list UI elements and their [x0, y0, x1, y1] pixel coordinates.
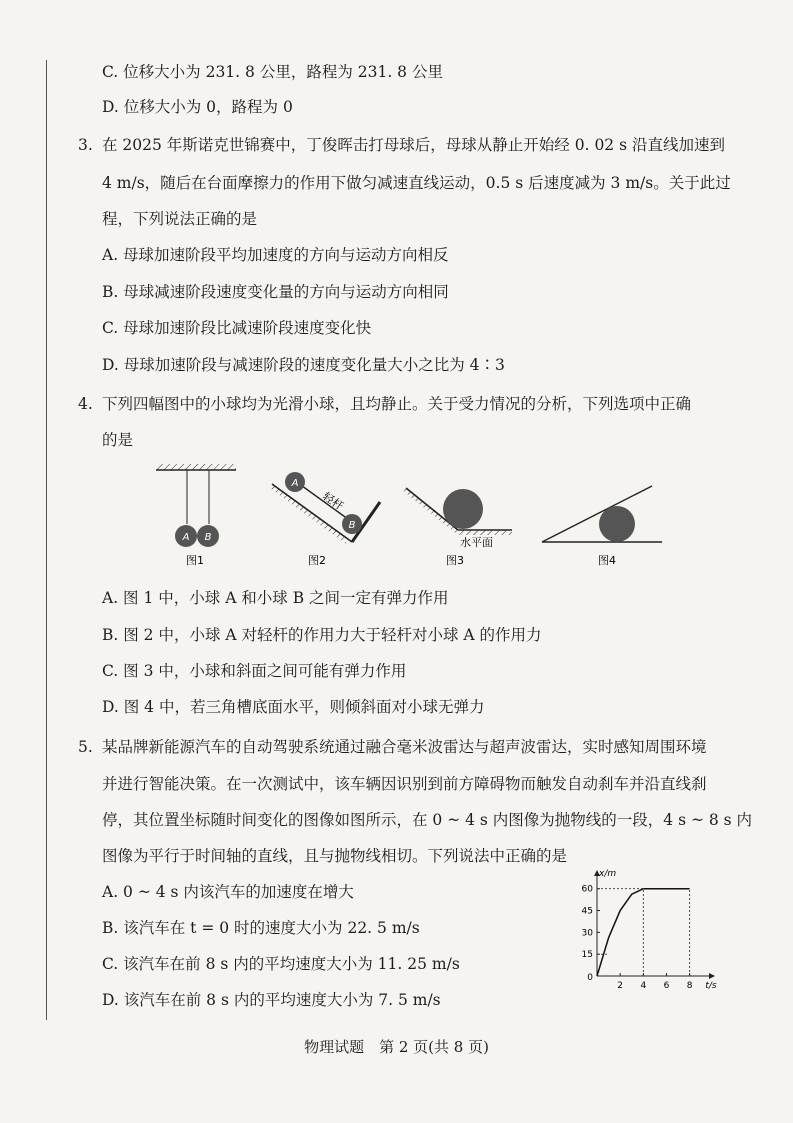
ground-hatch [458, 530, 512, 535]
q5-option-c: C. 该汽车在前 8 s 内的平均速度大小为 11. 25 m/s [102, 955, 460, 973]
q4-number: 4. [78, 395, 93, 413]
ball-b-label: B [204, 532, 212, 543]
q5-number: 5. [78, 738, 93, 756]
q4-option-c: C. 图 3 中，小球和斜面之间可能有弹力作用 [102, 662, 407, 680]
q5-stem-4: 图像为平行于时间轴的直线，且与抛物线相切。下列说法中正确的是 [102, 847, 568, 865]
q2-option-d: D. 位移大小为 0，路程为 0 [102, 98, 293, 116]
x-axis-label: t/s [705, 981, 717, 991]
q3-stem-1: 在 2025 年斯诺克世锦赛中，丁俊晖击打母球后，母球从静止开始经 0. 02 s 沿直线加速到 [102, 136, 725, 154]
figure-2 [270, 472, 380, 567]
ceiling-hatch [156, 464, 236, 470]
series-parabola [597, 889, 643, 976]
fig2-caption: 图2 [308, 554, 326, 567]
q3-option-d: D. 母球加速阶段与减速阶段的速度变化量大小之比为 4∶3 [102, 356, 505, 374]
q2-option-c: C. 位移大小为 231. 8 公里，路程为 231. 8 公里 [102, 63, 443, 81]
page-footer: 物理试题 第 2 页(共 8 页) [304, 1038, 489, 1056]
q5-stem-3: 停，其位置坐标随时间变化的图像如图所示，在 0 ~ 4 s 内图像为抛物线的一段，4 s ~ 8 s 内 [102, 811, 753, 829]
y-tick-label: 60 [581, 884, 593, 895]
chart-labels [582, 869, 717, 991]
figure-1 [156, 464, 236, 567]
ball [443, 489, 483, 529]
figure-3 [402, 488, 512, 567]
q5-option-a: A. 0 ~ 4 s 内该汽车的加速度在增大 [102, 883, 354, 901]
q5-stem-1: 某品牌新能源汽车的自动驾驶系统通过融合毫米波雷达与超声波雷达，实时感知周围环境 [102, 738, 707, 756]
x-tick-label: 6 [663, 981, 670, 991]
q4-option-d: D. 图 4 中，若三角槽底面水平，则倾斜面对小球无弹力 [102, 698, 485, 716]
ball-a-label: A [182, 532, 190, 543]
y-axis-label: x/m [599, 869, 617, 879]
q3-option-a: A. 母球加速阶段平均加速度的方向与运动方向相反 [102, 246, 449, 264]
ball-a-label: A [291, 478, 299, 489]
q4-figures [140, 458, 680, 570]
x-axis-arrow [709, 973, 715, 979]
q3-option-b: B. 母球减速阶段速度变化量的方向与运动方向相同 [102, 283, 449, 301]
ground-label: 水平面 [460, 536, 493, 549]
q5-stem-2: 并进行智能决策。在一次测试中，该车辆因识别到前方障碍物而触发自动刹车并沿直线刹 [102, 775, 707, 793]
fig1-caption: 图1 [186, 554, 204, 567]
figure-4 [542, 486, 662, 567]
q5-option-b: B. 该汽车在 t = 0 时的速度大小为 22. 5 m/s [102, 919, 420, 937]
x-tick-label: 8 [686, 981, 693, 991]
groove-slope [542, 486, 652, 542]
q4-stem-2: 的是 [102, 431, 134, 449]
y-tick-label: 45 [581, 906, 593, 917]
q3-stem-3: 程，下列说法正确的是 [102, 210, 258, 228]
rod-label: 轻杆 [320, 489, 346, 514]
q5-option-d: D. 该汽车在前 8 s 内的平均速度大小为 7. 5 m/s [102, 991, 441, 1009]
ball-b-label: B [348, 520, 356, 531]
origin-label: 0 [587, 973, 593, 983]
q4-option-a: A. 图 1 中，小球 A 和小球 B 之间一定有弹力作用 [102, 589, 449, 607]
q4-stem-1: 下列四幅图中的小球均为光滑小球，且均静止。关于受力情况的分析，下列选项中正确 [102, 395, 692, 413]
chart-axes [594, 870, 715, 979]
y-tick-label: 30 [581, 928, 593, 939]
x-tick-label: 2 [617, 981, 624, 991]
x-tick-label: 4 [640, 981, 647, 991]
fig3-caption: 图3 [446, 554, 464, 567]
margin-line [46, 60, 47, 1020]
position-time-graph [575, 869, 717, 996]
y-tick-label: 15 [581, 950, 593, 961]
q3-option-c: C. 母球加速阶段比减速阶段速度变化快 [102, 319, 372, 337]
q3-stem-2: 4 m/s，随后在台面摩擦力的作用下做匀减速直线运动，0.5 s 后速度减为 3 m/s。关于此过 [102, 174, 731, 192]
q4-option-b: B. 图 2 中，小球 A 对轻杆的作用力大于轻杆对小球 A 的作用力 [102, 626, 542, 644]
ball [599, 506, 635, 542]
q3-number: 3. [78, 136, 93, 154]
fig4-caption: 图4 [598, 554, 616, 567]
